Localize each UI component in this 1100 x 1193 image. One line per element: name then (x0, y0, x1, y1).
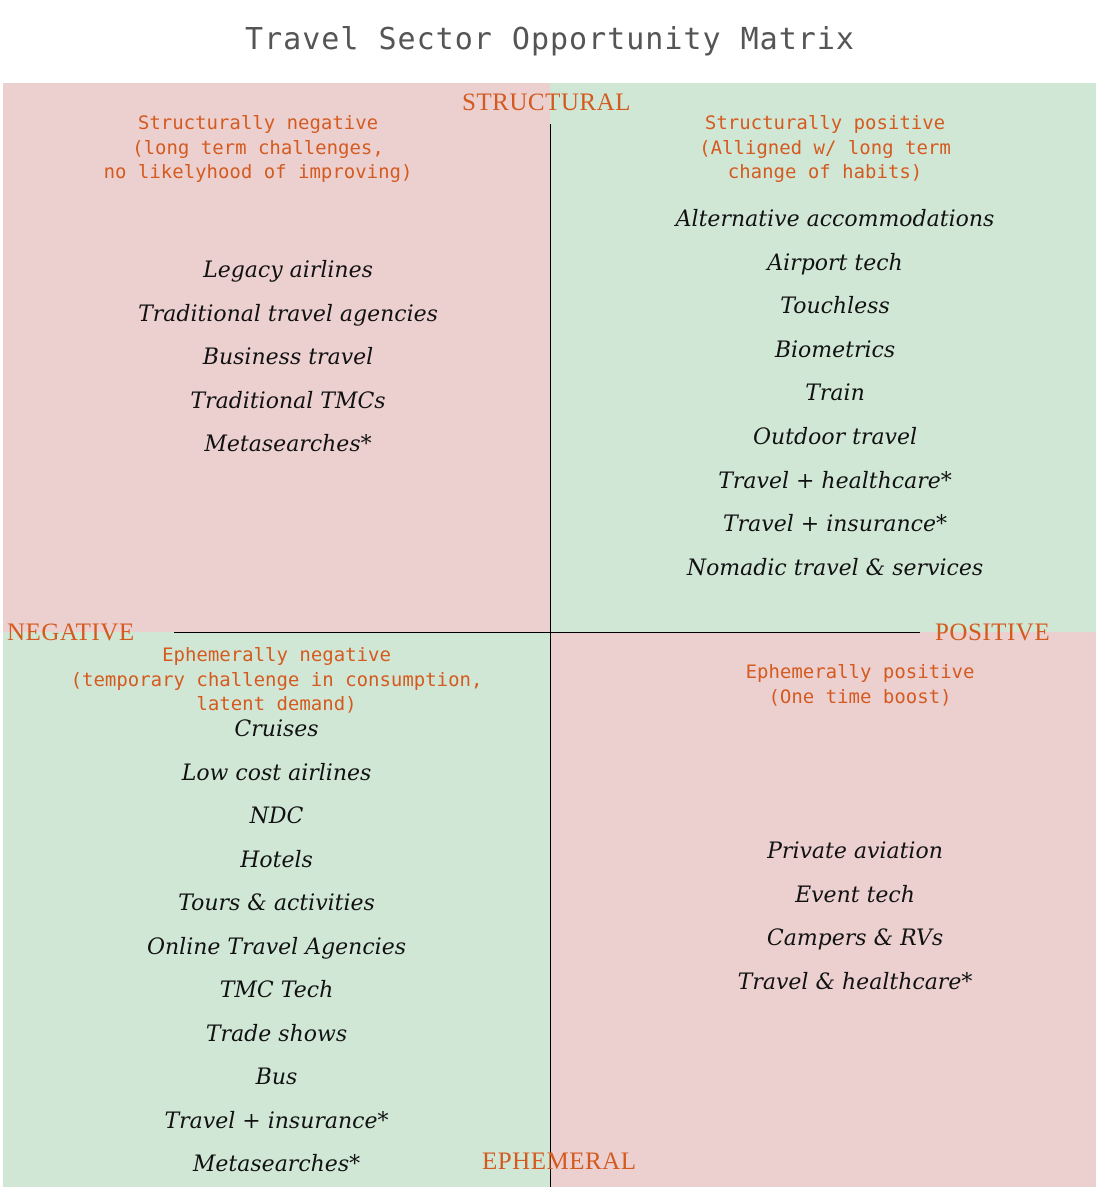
list-item: Travel + healthcare* (718, 468, 952, 494)
list-item: Business travel (202, 345, 374, 370)
list-item: Private aviation (767, 839, 943, 864)
quadrant-heading-line: Ephemerally positive (745, 661, 975, 683)
quadrant-heading-structurally-negative (3, 111, 513, 185)
list-item: Metasearches* (204, 432, 372, 457)
axis-label-positive: POSITIVE (935, 619, 1051, 646)
list-item: Tours & activities (178, 891, 375, 916)
quadrant-heading-line: no likelyhood of improving) (103, 161, 413, 183)
quadrant-heading-line: (long term challenges, (132, 136, 384, 159)
list-item: Cruises (234, 717, 319, 742)
list-item: Campers & RVs (766, 926, 944, 952)
list-item: Train (805, 381, 865, 407)
quadrant-heading-line: latent demand) (196, 693, 357, 715)
quadrant-heading-line: (temporary challenge in consumption, (70, 668, 483, 691)
list-item: Alternative accommodations (675, 207, 995, 232)
list-item: TMC Tech (219, 978, 334, 1003)
item-list-structurally-positive (550, 204, 1100, 596)
quadrant-heading-ephemerally-negative (3, 643, 550, 717)
list-item: Traditional TMCs (190, 388, 386, 414)
list-item: Metasearches* (192, 1152, 361, 1177)
list-item: Trade shows (205, 1021, 348, 1047)
list-item: Travel & healthcare* (737, 969, 973, 995)
list-item: Outdoor travel (752, 424, 918, 450)
item-list-ephemerally-positive (590, 836, 1100, 1010)
list-item: Low cost airlines (181, 760, 372, 786)
list-item: Touchless (780, 294, 890, 320)
quadrant-heading-line: (One time boost) (768, 685, 952, 708)
quadrant-heading-line: (Alligned w/ long term (699, 136, 951, 159)
item-list-ephemerally-negative (3, 714, 550, 1193)
list-item: Biometrics (774, 337, 896, 363)
matrix-title: Travel Sector Opportunity Matrix (245, 22, 855, 57)
list-item: Traditional travel agencies (138, 301, 438, 327)
horizontal-axis-line (174, 632, 920, 633)
list-item: Travel + insurance* (722, 512, 948, 538)
list-item: Travel + insurance* (164, 1108, 389, 1134)
quadrant-heading-line: change of habits) (727, 161, 923, 183)
list-item: Hotels (240, 847, 313, 873)
quadrant-heading-structurally-positive (565, 111, 1085, 185)
quadrant-heading-line: Structurally positive (704, 112, 946, 134)
list-item: Nomadic travel & services (686, 555, 984, 581)
quadrant-heading-line: Ephemerally negative (162, 644, 391, 666)
item-list-structurally-negative (3, 255, 573, 473)
list-item: NDC (249, 804, 304, 829)
axis-label-ephemeral: EPHEMERAL (482, 1148, 637, 1175)
list-item: Online Travel Agencies (146, 934, 407, 960)
list-item: Legacy airlines (203, 258, 373, 283)
quadrant-heading-ephemerally-positive (600, 660, 1100, 709)
list-item: Bus (255, 1065, 298, 1090)
quadrant-heading-line: Structurally negative (137, 112, 379, 134)
list-item: Event tech (795, 882, 915, 908)
list-item: Airport tech (767, 250, 903, 276)
axis-label-negative: NEGATIVE (7, 619, 135, 646)
axis-label-structural: STRUCTURAL (462, 89, 631, 116)
